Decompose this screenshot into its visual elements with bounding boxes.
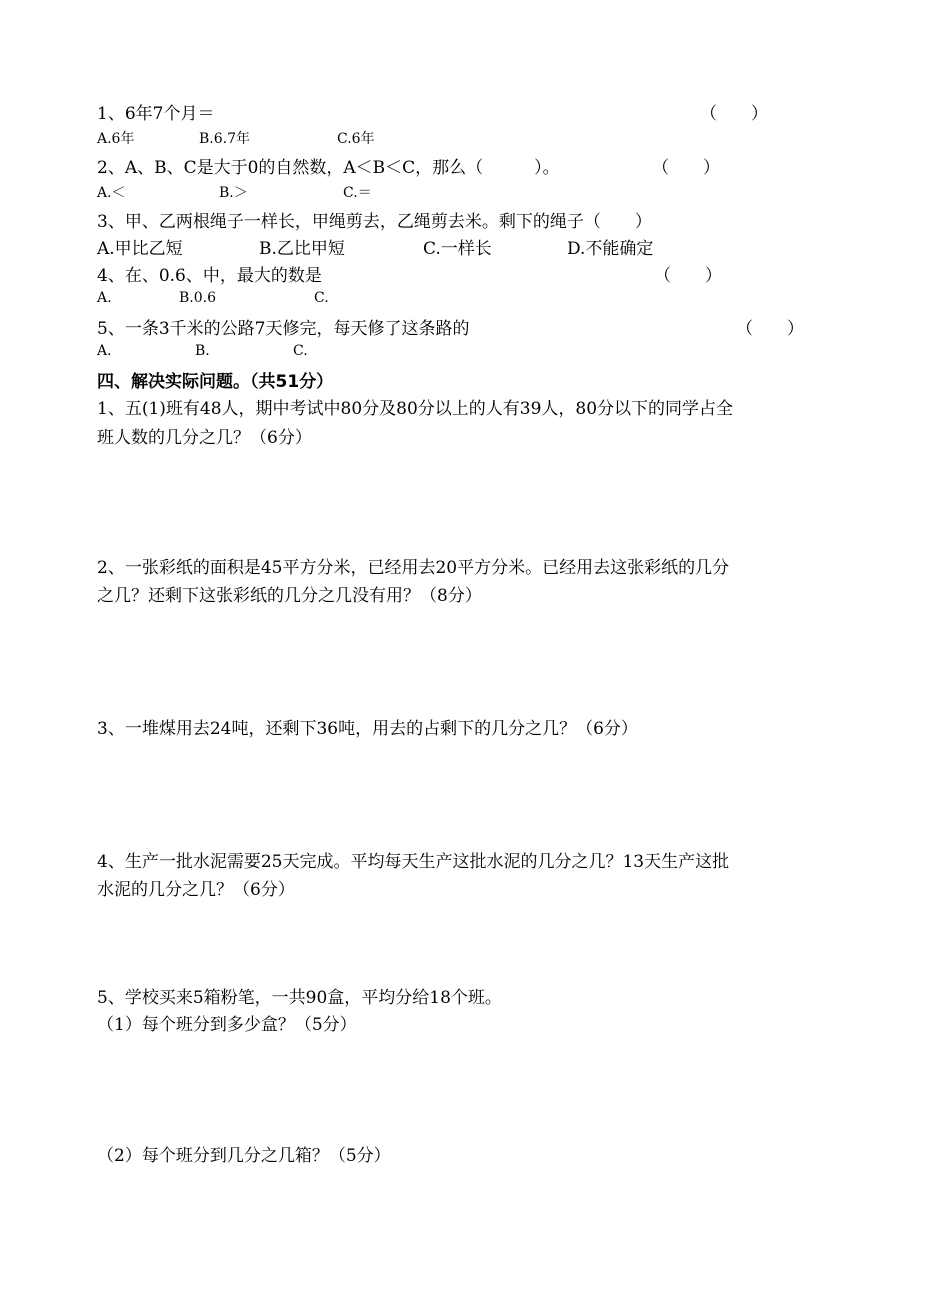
- choice-question-2: 2、A、B、C是大于0的自然数，A＜B＜C，那么（ ）。: [97, 158, 560, 178]
- problem-2-line-1: 2、一张彩纸的面积是45平方分米，已经用去20平方分米。已经用去这张彩纸的几分: [97, 558, 730, 578]
- answer-bracket-5: （ ）: [736, 319, 804, 339]
- option-c: C.: [314, 290, 329, 306]
- option-b: B.6.7年: [199, 131, 251, 147]
- problem-5-line-1: 5、学校买来5箱粉笔，一共90盒，平均分给18个班。: [97, 988, 502, 1008]
- choice-question-1: 1、6年7个月＝: [97, 104, 215, 124]
- option-b: B.: [195, 343, 210, 359]
- option-a: A.＜: [97, 185, 126, 201]
- choice-question-4: 4、在、0.6、中，最大的数是: [97, 266, 322, 286]
- problem-4-line-2: 水泥的几分之几？（6分）: [97, 880, 295, 900]
- answer-bracket-2: （ ）: [652, 158, 720, 178]
- choice-question-5: 5、一条3千米的公路7天修完，每天修了这条路的: [97, 319, 470, 339]
- option-a: A.6年: [97, 131, 135, 147]
- problem-1-line-1: 1、五(1)班有48人，期中考试中80分及80分以上的人有39人，80分以下的同学占全: [97, 399, 734, 419]
- problem-5-sub-2: （2）每个班分到几分之几箱？（5分）: [97, 1146, 391, 1166]
- problem-1-line-2: 班人数的几分之几？（6分）: [97, 428, 312, 448]
- option-c: C.＝: [343, 185, 372, 201]
- section-title: 四、解决实际问题。（共51分）: [97, 372, 334, 392]
- option-d: D.不能确定: [567, 239, 654, 259]
- option-a: A.: [97, 343, 112, 359]
- option-a: A.: [97, 290, 112, 306]
- problem-2-line-2: 之几？还剩下这张彩纸的几分之几没有用？（8分）: [97, 586, 482, 606]
- option-c: C.一样长: [423, 239, 492, 259]
- option-c: C.: [293, 343, 308, 359]
- choice-question-3: 3、甲、乙两根绳子一样长，甲绳剪去，乙绳剪去米。剩下的绳子（ ）: [97, 212, 652, 232]
- problem-5-sub-1: （1）每个班分到多少盒？（5分）: [97, 1015, 357, 1035]
- option-b: B.＞: [219, 185, 248, 201]
- option-c: C.6年: [337, 131, 375, 147]
- option-b: B.0.6: [179, 290, 217, 306]
- problem-3-line-1: 3、一堆煤用去24吨，还剩下36吨，用去的占剩下的几分之几？（6分）: [97, 719, 638, 739]
- problem-4-line-1: 4、生产一批水泥需要25天完成。平均每天生产这批水泥的几分之几？13天生产这批: [97, 852, 730, 872]
- answer-bracket-1: （ ）: [700, 104, 768, 124]
- option-a: A.甲比乙短: [97, 239, 183, 259]
- option-b: B.乙比甲短: [259, 239, 345, 259]
- answer-bracket-4: （ ）: [654, 266, 722, 286]
